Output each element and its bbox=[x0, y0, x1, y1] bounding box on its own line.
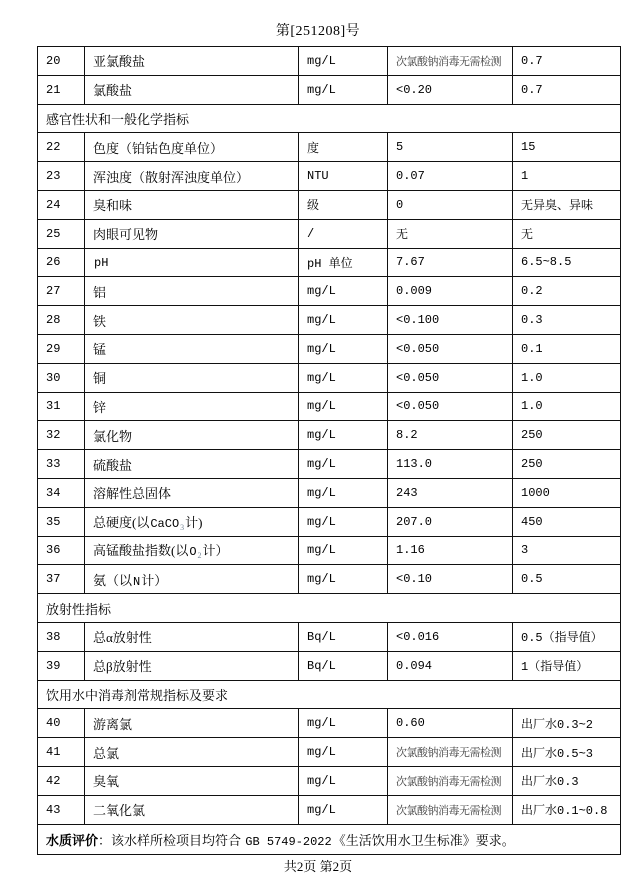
limit-value-cell: 1 bbox=[513, 162, 621, 191]
measured-value-cell bbox=[388, 795, 513, 824]
table-row bbox=[38, 536, 621, 565]
limit-value-cell: 250 bbox=[513, 421, 621, 450]
item-name-cell: 总α放射性 bbox=[85, 622, 299, 651]
item-name-cell: 锰 bbox=[85, 334, 299, 363]
limit-value-cell: 0.5 bbox=[513, 565, 621, 594]
results-table-body bbox=[38, 47, 621, 855]
unit-cell: mg/L bbox=[299, 334, 388, 363]
unit-cell: mg/L bbox=[299, 47, 388, 76]
measured-value-cell: 5 bbox=[388, 133, 513, 162]
measured-value-cell: 0 bbox=[388, 190, 513, 219]
row-number-cell: 23 bbox=[38, 162, 85, 191]
water-quality-evaluation: 水质评价：该水样所检项目均符合 GB 5749-2022《生活饮用水卫生标准》要求。 bbox=[38, 824, 621, 854]
item-name-cell: 氨（以N计） bbox=[85, 565, 299, 594]
limit-value-cell: 出厂水0.5~3 bbox=[513, 738, 621, 767]
measured-value-cell bbox=[388, 766, 513, 795]
unit-cell: mg/L bbox=[299, 738, 388, 767]
item-name-cell: 总氯 bbox=[85, 738, 299, 767]
table-row bbox=[38, 651, 621, 680]
limit-value-cell: 出厂水0.3 bbox=[513, 766, 621, 795]
item-name-cell: 铝 bbox=[85, 277, 299, 306]
measured-value-cell: 8.2 bbox=[388, 421, 513, 450]
table-row bbox=[38, 766, 621, 795]
limit-value-cell: 6.5~8.5 bbox=[513, 248, 621, 277]
section-row bbox=[38, 594, 621, 623]
measured-value-cell: 207.0 bbox=[388, 507, 513, 536]
item-name-cell: 肉眼可见物 bbox=[85, 219, 299, 248]
section-header: 感官性状和一般化学指标 bbox=[38, 104, 621, 133]
limit-value-cell: 0.1 bbox=[513, 334, 621, 363]
no-test-note: 次氯酸钠消毒无需检测 bbox=[396, 748, 501, 761]
table-row bbox=[38, 363, 621, 392]
measured-value-cell: 243 bbox=[388, 478, 513, 507]
unit-cell: mg/L bbox=[299, 306, 388, 335]
row-number-cell: 35 bbox=[38, 507, 85, 536]
section-row bbox=[38, 680, 621, 709]
row-number-cell: 28 bbox=[38, 306, 85, 335]
row-number-cell: 26 bbox=[38, 248, 85, 277]
item-name-cell: 亚氯酸盐 bbox=[85, 47, 299, 76]
row-number-cell: 38 bbox=[38, 622, 85, 651]
measured-value-cell: <0.10 bbox=[388, 565, 513, 594]
item-name-cell: pH bbox=[85, 248, 299, 277]
section-header: 饮用水中消毒剂常规指标及要求 bbox=[38, 680, 621, 709]
unit-cell: pH 单位 bbox=[299, 248, 388, 277]
row-number-cell: 42 bbox=[38, 766, 85, 795]
unit-cell: mg/L bbox=[299, 478, 388, 507]
no-test-note: 次氯酸钠消毒无需检测 bbox=[396, 805, 501, 818]
limit-value-cell: 0.7 bbox=[513, 75, 621, 104]
table-row bbox=[38, 133, 621, 162]
row-number-cell: 21 bbox=[38, 75, 85, 104]
measured-value-cell: 1.16 bbox=[388, 536, 513, 565]
table-row bbox=[38, 565, 621, 594]
measured-value-cell bbox=[388, 738, 513, 767]
table-row bbox=[38, 277, 621, 306]
page-indicator: 共2页 第2页 bbox=[283, 859, 353, 874]
table-row bbox=[38, 248, 621, 277]
unit-cell: mg/L bbox=[299, 450, 388, 479]
measured-value-cell: 无 bbox=[388, 219, 513, 248]
row-number-cell: 36 bbox=[38, 536, 85, 565]
item-name-cell: 总β放射性 bbox=[85, 651, 299, 680]
row-number-cell: 41 bbox=[38, 738, 85, 767]
limit-value-cell: 1.0 bbox=[513, 363, 621, 392]
table-row bbox=[38, 507, 621, 536]
measured-value-cell: 0.094 bbox=[388, 651, 513, 680]
section-header: 放射性指标 bbox=[38, 594, 621, 623]
row-number-cell: 31 bbox=[38, 392, 85, 421]
row-number-cell: 39 bbox=[38, 651, 85, 680]
limit-value-cell: 15 bbox=[513, 133, 621, 162]
no-test-note: 次氯酸钠消毒无需检测 bbox=[396, 56, 501, 69]
table-row bbox=[38, 219, 621, 248]
unit-cell: mg/L bbox=[299, 392, 388, 421]
limit-value-cell: 0.5（指导值） bbox=[513, 622, 621, 651]
unit-cell: / bbox=[299, 219, 388, 248]
item-name-cell: 游离氯 bbox=[85, 709, 299, 738]
item-name-cell: 总硬度(以CaCO$_3$计) bbox=[85, 507, 299, 536]
item-name-cell: 二氧化氯 bbox=[85, 795, 299, 824]
item-name-cell: 高锰酸盐指数(以$O_2$计） bbox=[85, 536, 299, 565]
limit-value-cell: 出厂水0.3~2 bbox=[513, 709, 621, 738]
row-number-cell: 37 bbox=[38, 565, 85, 594]
item-name-cell: 色度（铂钴色度单位） bbox=[85, 133, 299, 162]
evaluation-row bbox=[38, 824, 621, 854]
limit-value-cell: 1000 bbox=[513, 478, 621, 507]
measured-value-cell: <0.20 bbox=[388, 75, 513, 104]
table-row bbox=[38, 795, 621, 824]
table-row bbox=[38, 450, 621, 479]
limit-value-cell: 450 bbox=[513, 507, 621, 536]
unit-cell: mg/L bbox=[299, 363, 388, 392]
table-row bbox=[38, 47, 621, 76]
table-row bbox=[38, 334, 621, 363]
item-name-cell: 氯化物 bbox=[85, 421, 299, 450]
table-row bbox=[38, 306, 621, 335]
table-row bbox=[38, 709, 621, 738]
limit-value-cell: 出厂水0.1~0.8 bbox=[513, 795, 621, 824]
unit-cell: Bq/L bbox=[299, 622, 388, 651]
unit-cell: mg/L bbox=[299, 75, 388, 104]
item-name-cell: 锌 bbox=[85, 392, 299, 421]
measured-value-cell: 113.0 bbox=[388, 450, 513, 479]
limit-value-cell: 无 bbox=[513, 219, 621, 248]
report-number: 第[251208]号 bbox=[275, 24, 361, 39]
measured-value-cell: 0.60 bbox=[388, 709, 513, 738]
row-number-cell: 32 bbox=[38, 421, 85, 450]
unit-cell: mg/L bbox=[299, 766, 388, 795]
table-row bbox=[38, 421, 621, 450]
row-number-cell: 29 bbox=[38, 334, 85, 363]
item-name-cell: 臭和味 bbox=[85, 190, 299, 219]
row-number-cell: 40 bbox=[38, 709, 85, 738]
measured-value-cell: <0.050 bbox=[388, 392, 513, 421]
row-number-cell: 20 bbox=[38, 47, 85, 76]
item-name-cell: 溶解性总固体 bbox=[85, 478, 299, 507]
table-row bbox=[38, 75, 621, 104]
table-row bbox=[38, 738, 621, 767]
row-number-cell: 33 bbox=[38, 450, 85, 479]
unit-cell: mg/L bbox=[299, 565, 388, 594]
unit-cell: mg/L bbox=[299, 795, 388, 824]
row-number-cell: 43 bbox=[38, 795, 85, 824]
unit-cell: mg/L bbox=[299, 536, 388, 565]
item-name-cell: 浑浊度（散射浑浊度单位） bbox=[85, 162, 299, 191]
item-name-cell: 臭氧 bbox=[85, 766, 299, 795]
no-test-note: 次氯酸钠消毒无需检测 bbox=[396, 776, 501, 789]
measured-value-cell: <0.050 bbox=[388, 334, 513, 363]
table-row bbox=[38, 162, 621, 191]
row-number-cell: 30 bbox=[38, 363, 85, 392]
limit-value-cell: 3 bbox=[513, 536, 621, 565]
section-row bbox=[38, 104, 621, 133]
table-row bbox=[38, 478, 621, 507]
limit-value-cell: 0.7 bbox=[513, 47, 621, 76]
row-number-cell: 27 bbox=[38, 277, 85, 306]
item-name-cell: 铜 bbox=[85, 363, 299, 392]
row-number-cell: 25 bbox=[38, 219, 85, 248]
water-quality-results-table bbox=[37, 46, 621, 855]
measured-value-cell: 0.009 bbox=[388, 277, 513, 306]
unit-cell: mg/L bbox=[299, 277, 388, 306]
measured-value-cell: 7.67 bbox=[388, 248, 513, 277]
measured-value-cell bbox=[388, 47, 513, 76]
limit-value-cell: 0.2 bbox=[513, 277, 621, 306]
limit-value-cell: 0.3 bbox=[513, 306, 621, 335]
unit-cell: mg/L bbox=[299, 507, 388, 536]
table-row bbox=[38, 622, 621, 651]
limit-value-cell: 无异臭、异味 bbox=[513, 190, 621, 219]
limit-value-cell: 1（指导值） bbox=[513, 651, 621, 680]
item-name-cell: 氯酸盐 bbox=[85, 75, 299, 104]
unit-cell: 度 bbox=[299, 133, 388, 162]
unit-cell: mg/L bbox=[299, 709, 388, 738]
limit-value-cell: 250 bbox=[513, 450, 621, 479]
measured-value-cell: 0.07 bbox=[388, 162, 513, 191]
item-name-cell: 铁 bbox=[85, 306, 299, 335]
limit-value-cell: 1.0 bbox=[513, 392, 621, 421]
item-name-cell: 硫酸盐 bbox=[85, 450, 299, 479]
table-row bbox=[38, 392, 621, 421]
unit-cell: NTU bbox=[299, 162, 388, 191]
row-number-cell: 22 bbox=[38, 133, 85, 162]
row-number-cell: 24 bbox=[38, 190, 85, 219]
measured-value-cell: <0.100 bbox=[388, 306, 513, 335]
measured-value-cell: <0.016 bbox=[388, 622, 513, 651]
measured-value-cell: <0.050 bbox=[388, 363, 513, 392]
unit-cell: mg/L bbox=[299, 421, 388, 450]
row-number-cell: 34 bbox=[38, 478, 85, 507]
unit-cell: Bq/L bbox=[299, 651, 388, 680]
table-row bbox=[38, 190, 621, 219]
unit-cell: 级 bbox=[299, 190, 388, 219]
